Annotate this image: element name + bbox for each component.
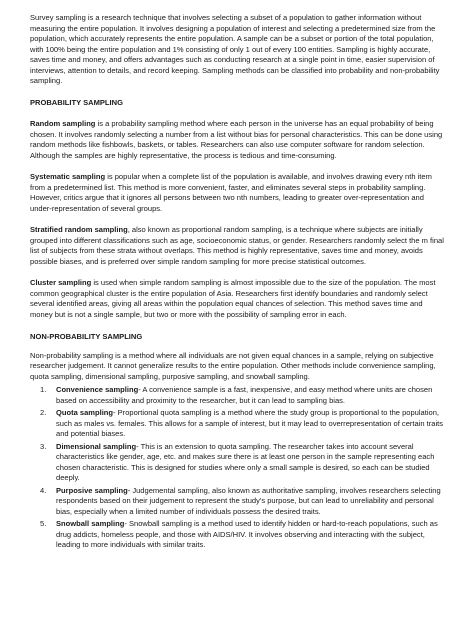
nonprobability-heading: NON-PROBABILITY SAMPLING bbox=[30, 332, 143, 341]
systematic-sampling-term: Systematic sampling bbox=[30, 172, 106, 181]
intro-paragraph: Survey sampling is a research technique that involves selecting a subset of a population to gather information without measuring the entire population. It involves designing a population of interest and selecting a predetermined size from the population, which accurately represents the entire population. A sample can be a subset or portion of the total population, with 100% being the entire population and 1% consisting of only 1 out of every 100 entities. Sampling is highly accurate, saves time and money, and offers advantages such as conducting research at a single point in time, easier supervision of interviews, attention to details, and record keeping. Sampling methods can be classified into probability and non-probability sampling. bbox=[30, 13, 440, 85]
list-text: - Snowball sampling is a method used to identify hidden or hard-to-reach populations, such as drug addicts, homeless people, and those with AIDS/HIV. It involves observing and interacting with the subject, leading to more individuals with similar traits. bbox=[56, 519, 438, 549]
list-number: 1. bbox=[40, 385, 47, 394]
list-text: - A convenience sample is a fast, inexpensive, and easy method where units are chosen based on accessibility and proximity to the researcher, but it can lead to sampling bias. bbox=[56, 385, 433, 405]
list-term: Snowball sampling bbox=[56, 519, 125, 528]
list-item bbox=[30, 519, 446, 551]
stratified-sampling-text: , also known as proportional random sampling, is a technique where subjects are initially grouped into different classifications such as age, socioeconomic status, or gender. Researchers randomly select the m final list of subjects from these strata without overlaps. This method is highly representative, saves time and money, avoids possible biases, and is preferred over simple random sampling for more precise statistical outcomes. bbox=[30, 225, 444, 266]
stratified-sampling-term: Stratified random sampling bbox=[30, 225, 128, 234]
list-text: - This is an extension to quota sampling. The researcher takes into account several characteristics like gender, age, etc. and makes sure there is at least one person in the sample representing each chosen characteristic. This is designed for studies where only a small sample is desired, so each can be studied deeply. bbox=[56, 441, 435, 482]
list-term: Convenience sampling bbox=[56, 385, 139, 394]
list-text: - Proportional quota sampling is a method where the study group is proportional to the population, such as males vs. females. This allows for a sample of interest, but it may lead to overrepresentation of certain traits and potential biases. bbox=[56, 408, 444, 438]
list-item bbox=[30, 442, 446, 484]
list-item bbox=[30, 486, 446, 518]
cluster-sampling-text: is used when simple random sampling is almost impossible due to the size of the population. The most common geographical cluster is the entire population of Asia. Researchers first identify boundaries and randomly select several identified areas, giving all areas within the population equal chances of selection. This method saves time and money but is not a single sample, but two or more with the possibility of sampling error in each. bbox=[30, 278, 436, 319]
list-item bbox=[30, 385, 446, 406]
list-term: Quota sampling bbox=[56, 408, 114, 417]
list-number: 4. bbox=[40, 485, 47, 495]
list-number: 3. bbox=[40, 441, 47, 451]
list-number: 2. bbox=[40, 408, 47, 417]
systematic-sampling-paragraph bbox=[30, 172, 446, 214]
random-sampling-paragraph bbox=[30, 119, 446, 161]
stratified-sampling-paragraph bbox=[30, 225, 446, 267]
list-item bbox=[30, 408, 446, 440]
list-text: - Judgemental sampling, also known as authoritative sampling, involves researchers selecting respondents based on their judgement to represent the study's purpose, but can lead to unreliability and personal bias, especially when a limited number of individuals possess the desired traits. bbox=[56, 485, 441, 516]
random-sampling-text: is a probability sampling method where each person in the universe has an equal probability of being chosen. It involves randomly selecting a number from a list without bias for personal characteristics. This can be done using random methods like fishbowls, baskets, or tables. Researchers can also use computer software for random selection. Although the samples are highly representative, the process is tedious and time-consuming. bbox=[30, 119, 443, 160]
list-number: 5. bbox=[40, 519, 47, 528]
nonprobability-list bbox=[30, 385, 446, 551]
cluster-sampling-paragraph bbox=[30, 278, 446, 320]
probability-heading: PROBABILITY SAMPLING bbox=[30, 97, 123, 107]
systematic-sampling-text: is popular when a complete list of the population is available, and involves drawing every nth item from a predetermined list. This method is more convenient, faster, and eliminates several steps in probability sampling. However, critics argue that it ignores all persons between two nth numbers, leading to greater over-representation and under-representation of several groups. bbox=[30, 172, 432, 213]
nonprobability-intro: Non-probability sampling is a method where all individuals are not given equal chances in a sample, relying on subjective researcher judgement. It cannot generalize results to the entire population. Other methods include convenience sampling, quota sampling, dimensional sampling, purposive sampling, and snowball sampling. bbox=[30, 350, 436, 381]
list-term: Dimensional sampling bbox=[56, 441, 137, 451]
list-term: Purposive sampling bbox=[56, 485, 128, 495]
cluster-sampling-term: Cluster sampling bbox=[30, 278, 92, 287]
random-sampling-term: Random sampling bbox=[30, 119, 96, 128]
